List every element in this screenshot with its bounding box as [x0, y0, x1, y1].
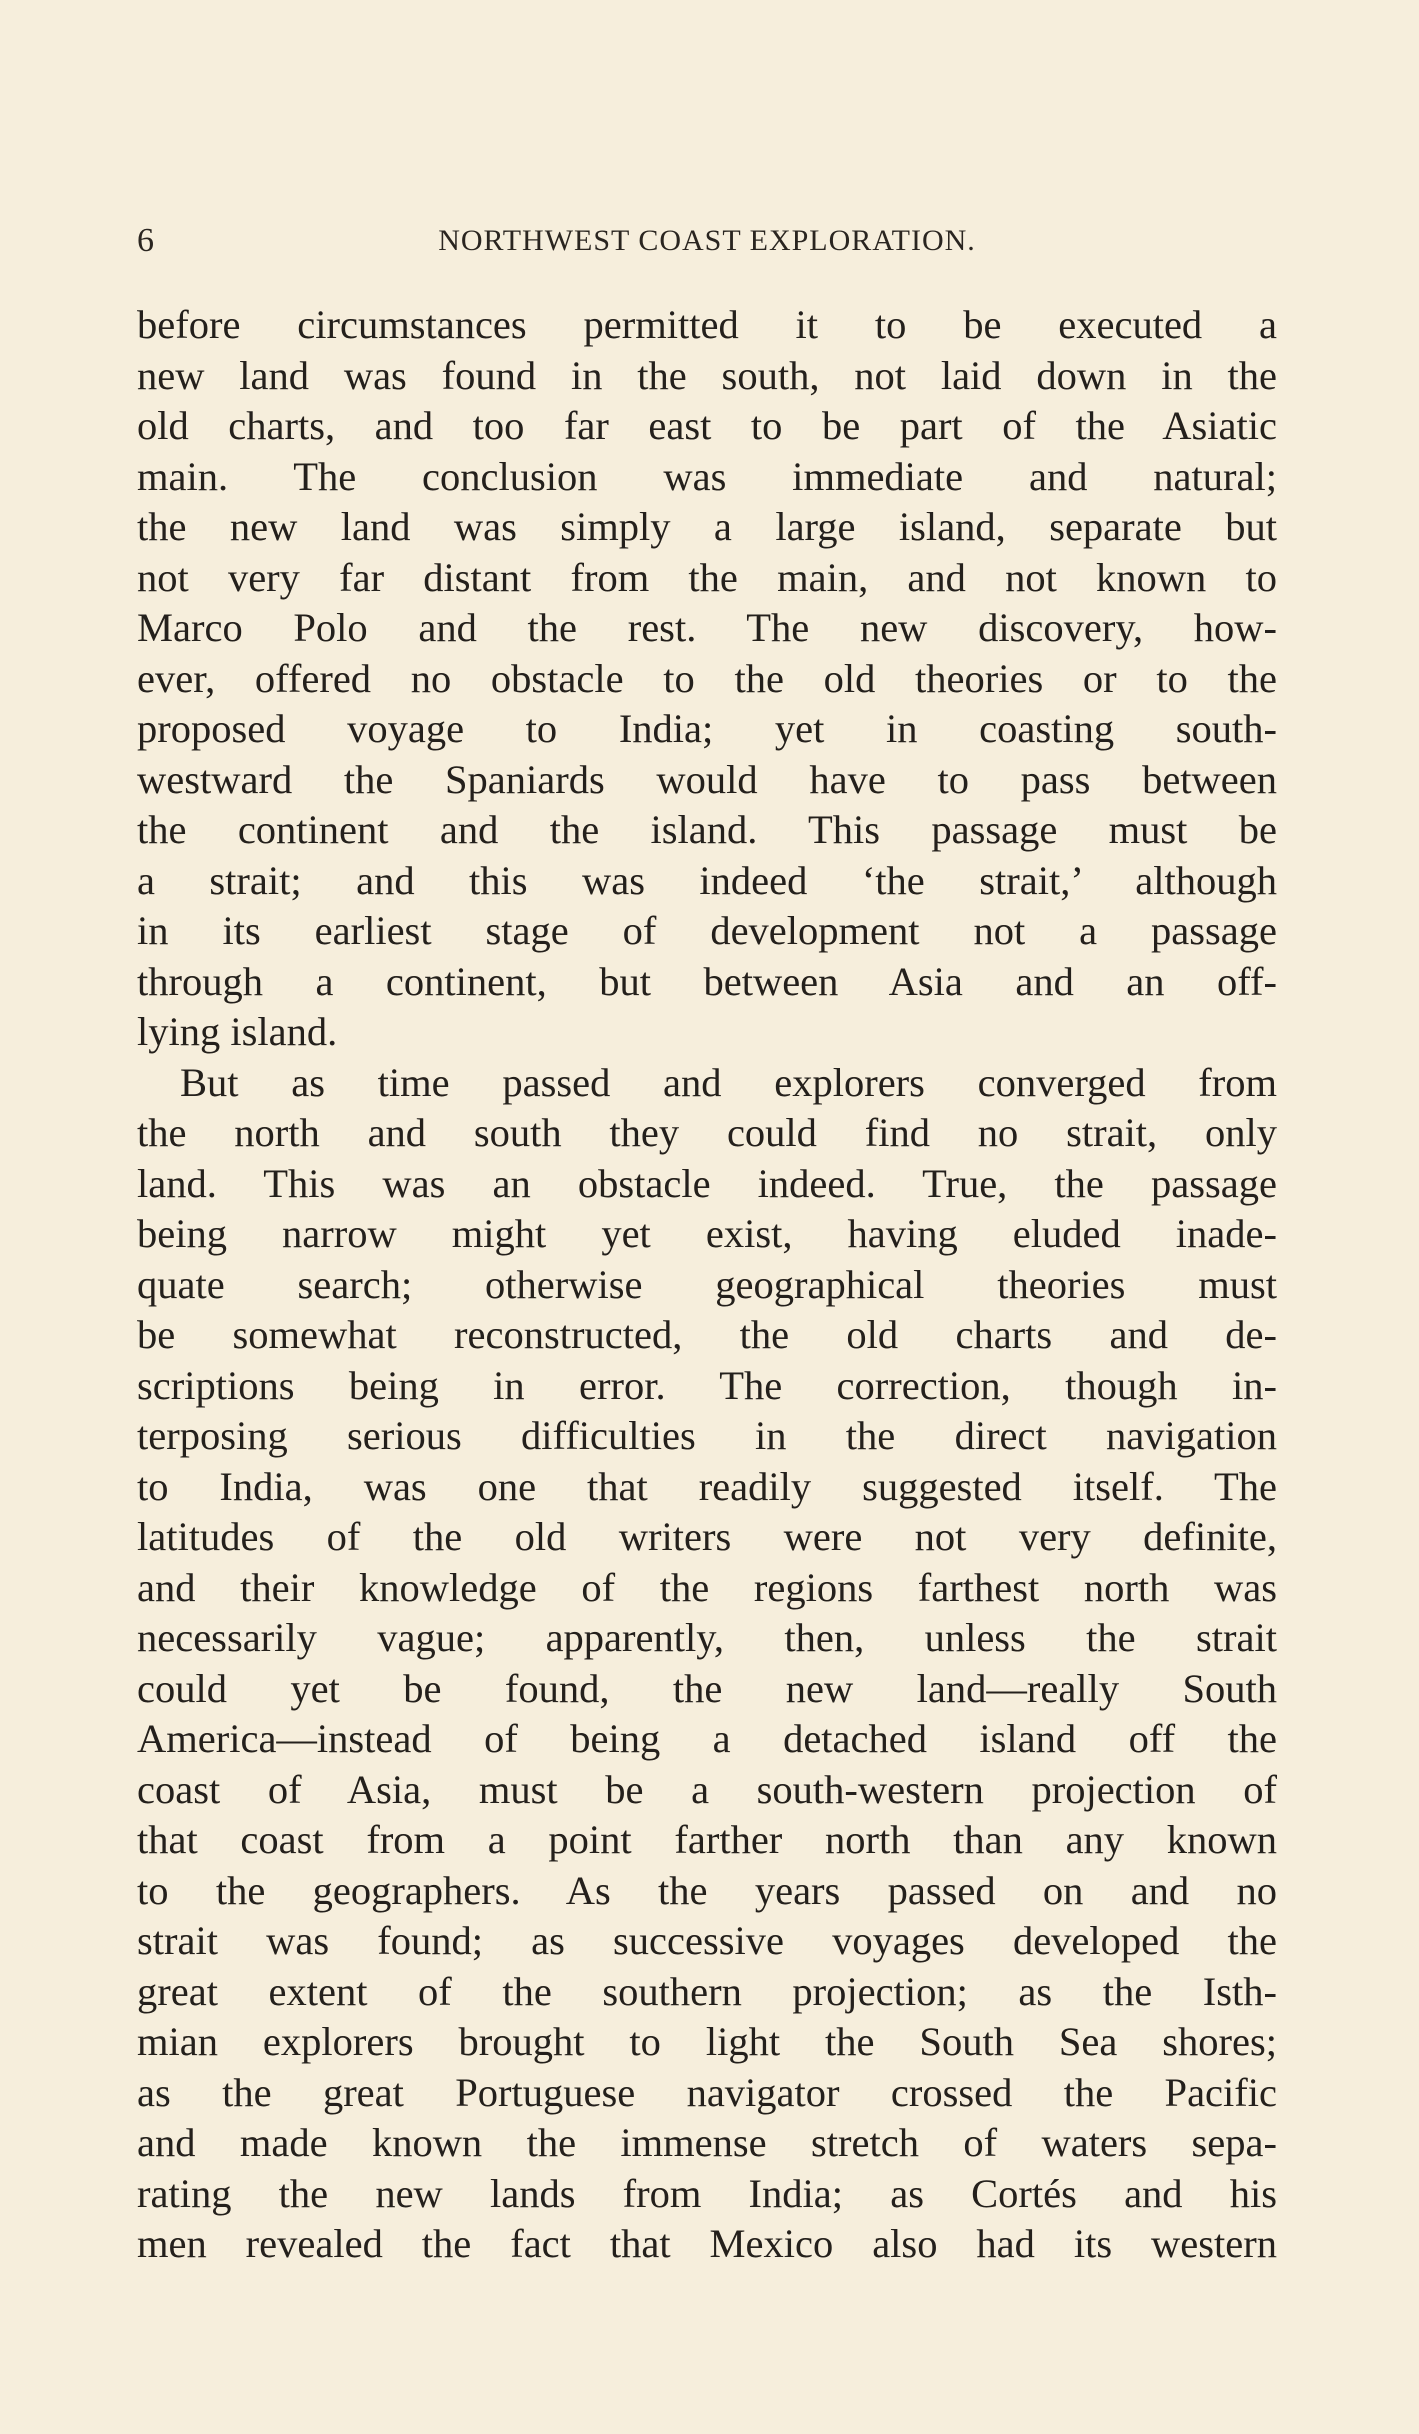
text-line: being narrow might yet exist, having eluded inade-	[137, 1211, 1277, 1256]
text-line: ever, offered no obstacle to the old theories or to the	[137, 655, 1277, 701]
text-line: and made known the immense stretch of waters sepa-	[137, 2120, 1277, 2165]
text-line: westward the Spaniards would have to pass between	[137, 756, 1277, 802]
paragraph	[137, 300, 1277, 1058]
text-line: old charts, and too far east to be part of the Asiatic	[137, 403, 1277, 448]
text-line: and their knowledge of the regions farthest north was	[137, 1564, 1277, 1610]
text-line: new land was found in the south, not laid down in the	[137, 352, 1277, 398]
text-line: the new land was simply a large island, separate but	[137, 504, 1277, 549]
text-line: be somewhat reconstructed, the old charts and de-	[137, 1312, 1277, 1357]
page-header	[137, 222, 1277, 272]
paragraph	[137, 1058, 1277, 2270]
text-line: the north and south they could find no strait, only	[137, 1110, 1277, 1155]
text-line: as the great Portuguese navigator crossed the Pacific	[137, 2069, 1277, 2115]
text-line: through a continent, but between Asia and an off-	[137, 958, 1277, 1004]
text-line: main. The conclusion was immediate and natural;	[137, 453, 1277, 499]
text-line: terposing serious difficulties in the direct navigation	[137, 1413, 1277, 1458]
text-line: great extent of the southern projection; as the Isth-	[137, 1968, 1277, 2014]
text-line: in its earliest stage of development not a passage	[137, 908, 1277, 953]
running-title: NORTHWEST COAST EXPLORATION.	[438, 224, 976, 257]
page-number: 6	[137, 222, 154, 259]
text-line: a strait; and this was indeed ‘the strait,’ although	[137, 857, 1277, 903]
text-line: land. This was an obstacle indeed. True, the passage	[137, 1160, 1277, 1206]
text-line: that coast from a point farther north than any known	[137, 1817, 1277, 1862]
body-text	[137, 300, 1277, 2270]
text-line: America—instead of being a detached island off the	[137, 1716, 1277, 1761]
text-line: But as time passed and explorers converged from	[180, 1059, 1277, 1105]
text-line: latitudes of the old writers were not very definite,	[137, 1514, 1277, 1559]
text-line: rating the new lands from India; as Cortés and his	[137, 2170, 1277, 2216]
text-line: before circumstances permitted it to be executed a	[137, 302, 1277, 347]
text-line: could yet be found, the new land—really South	[137, 1665, 1277, 1711]
text-line: the continent and the island. This passage must be	[137, 807, 1277, 852]
text-line: strait was found; as successive voyages developed the	[137, 1918, 1277, 1963]
text-line: coast of Asia, must be a south-western projection of	[137, 1766, 1277, 1812]
text-line: not very far distant from the main, and not known to	[137, 554, 1277, 600]
text-line: men revealed the fact that Mexico also had its western	[137, 2221, 1277, 2266]
text-line: scriptions being in error. The correction, though in-	[137, 1362, 1277, 1408]
text-line: to India, was one that readily suggested itself. The	[137, 1463, 1277, 1509]
text-line: lying island.	[137, 1009, 338, 1054]
text-line: proposed voyage to India; yet in coasting south-	[137, 706, 1277, 751]
text-line: quate search; otherwise geographical theories must	[137, 1261, 1277, 1307]
text-line: to the geographers. As the years passed on and no	[137, 1867, 1277, 1913]
text-line: necessarily vague; apparently, then, unless the strait	[137, 1615, 1277, 1660]
text-line: Marco Polo and the rest. The new discovery, how-	[137, 605, 1277, 650]
text-line: mian explorers brought to light the South Sea shores;	[137, 2019, 1277, 2064]
